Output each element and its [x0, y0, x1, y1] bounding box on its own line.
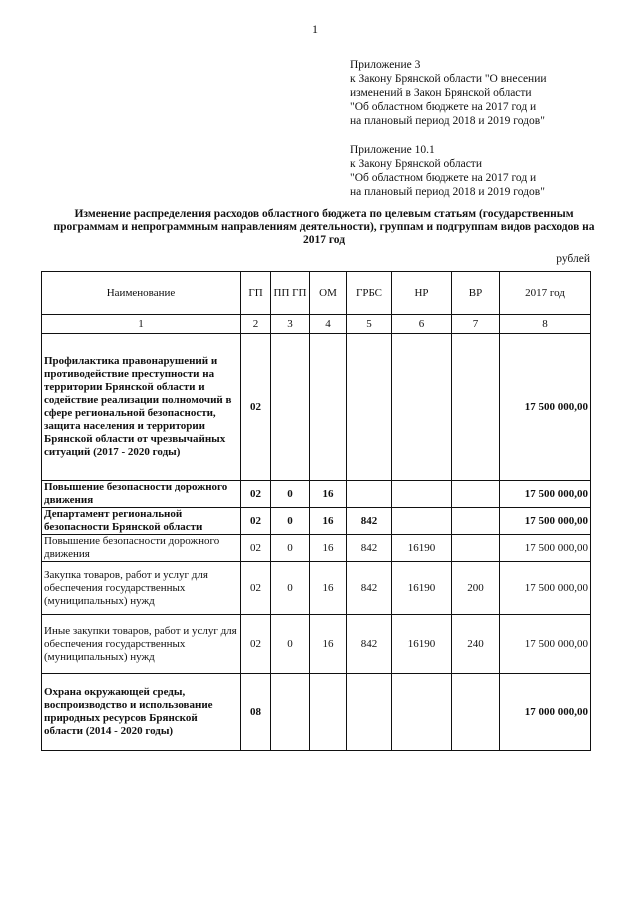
- row-om: 16: [310, 508, 347, 535]
- header-nr: НР: [392, 272, 452, 315]
- appendix-10-1-header: [350, 143, 545, 199]
- row-name: Иные закупки товаров, работ и услуг для обеспечения государственных (муниципальных) нужд: [42, 615, 241, 674]
- header-name: Наименование: [42, 272, 241, 315]
- row-grbs: 842: [347, 615, 392, 674]
- row-amount: 17 000 000,00: [500, 674, 591, 751]
- row-gp: 02: [241, 535, 271, 562]
- index-cell: 2: [241, 315, 271, 334]
- row-name: Закупка товаров, работ и услуг для обеспечения государственных (муниципальных) нужд: [42, 562, 241, 615]
- row-amount: 17 500 000,00: [500, 535, 591, 562]
- appendix-line: Приложение 3: [350, 59, 421, 71]
- row-om: 16: [310, 535, 347, 562]
- header-gp: ГП: [241, 272, 271, 315]
- index-cell: 1: [42, 315, 241, 334]
- appendix-line: изменений в Закон Брянской области: [350, 87, 532, 99]
- row-nr: [392, 481, 452, 508]
- row-gp: 02: [241, 615, 271, 674]
- document-title: Изменение распределения расходов областного бюджета по целевым статьям (государственным программам и непрограммным направлениям деятельности), группам и подгруппам видов расходов на 2017 год: [53, 208, 595, 246]
- row-ppgp: 0: [271, 562, 310, 615]
- row-grbs: [347, 674, 392, 751]
- table-row: [42, 508, 591, 535]
- row-name: Департамент региональной безопасности Брянской области: [42, 508, 241, 535]
- row-gp: 02: [241, 334, 271, 481]
- row-vr: [452, 674, 500, 751]
- row-grbs: [347, 481, 392, 508]
- table-row: [42, 334, 591, 481]
- appendix-line: "Об областном бюджете на 2017 год и: [350, 101, 537, 113]
- currency-unit: рублей: [556, 253, 590, 265]
- row-amount: 17 500 000,00: [500, 481, 591, 508]
- table-row: [42, 481, 591, 508]
- appendix-line: Приложение 10.1: [350, 144, 435, 156]
- row-ppgp: 0: [271, 535, 310, 562]
- row-om: 16: [310, 615, 347, 674]
- row-grbs: 842: [347, 508, 392, 535]
- row-name: Повышение безопасности дорожного движения: [42, 481, 241, 508]
- row-name: Охрана окружающей среды, воспроизводство и использование природных ресурсов Брянской области (2014 - 2020 годы): [42, 674, 241, 751]
- row-vr: 240: [452, 615, 500, 674]
- row-nr: 16190: [392, 535, 452, 562]
- appendix-3-header: [350, 58, 547, 128]
- row-gp: 02: [241, 562, 271, 615]
- budget-table: [41, 271, 591, 751]
- row-om: 16: [310, 481, 347, 508]
- appendix-line: к Закону Брянской области "О внесении: [350, 73, 547, 85]
- row-nr: [392, 334, 452, 481]
- row-gp: 02: [241, 508, 271, 535]
- index-cell: 4: [310, 315, 347, 334]
- row-amount: 17 500 000,00: [500, 334, 591, 481]
- row-nr: [392, 674, 452, 751]
- header-amount: 2017 год: [500, 272, 591, 315]
- row-vr: [452, 481, 500, 508]
- row-vr: 200: [452, 562, 500, 615]
- index-cell: 7: [452, 315, 500, 334]
- index-cell: 3: [271, 315, 310, 334]
- index-cell: 6: [392, 315, 452, 334]
- row-grbs: [347, 334, 392, 481]
- row-ppgp: [271, 674, 310, 751]
- row-ppgp: 0: [271, 615, 310, 674]
- row-ppgp: [271, 334, 310, 481]
- row-vr: [452, 334, 500, 481]
- table-row: [42, 562, 591, 615]
- header-vr: ВР: [452, 272, 500, 315]
- table-row: [42, 674, 591, 751]
- row-gp: 02: [241, 481, 271, 508]
- appendix-line: к Закону Брянской области: [350, 158, 482, 170]
- row-nr: 16190: [392, 562, 452, 615]
- row-vr: [452, 508, 500, 535]
- row-grbs: 842: [347, 562, 392, 615]
- header-grbs: ГРБС: [347, 272, 392, 315]
- row-vr: [452, 535, 500, 562]
- column-index-row: [42, 315, 591, 334]
- appendix-line: "Об областном бюджете на 2017 год и: [350, 172, 537, 184]
- row-om: [310, 334, 347, 481]
- row-amount: 17 500 000,00: [500, 508, 591, 535]
- header-om: ОМ: [310, 272, 347, 315]
- index-cell: 8: [500, 315, 591, 334]
- page-number: 1: [312, 22, 318, 36]
- row-nr: [392, 508, 452, 535]
- table-row: [42, 615, 591, 674]
- row-om: [310, 674, 347, 751]
- row-gp: 08: [241, 674, 271, 751]
- row-amount: 17 500 000,00: [500, 615, 591, 674]
- row-om: 16: [310, 562, 347, 615]
- header-ppgp: ПП ГП: [271, 272, 310, 315]
- row-name: Профилактика правонарушений и противодействие преступности на территории Брянской области и содействие реализации полномочий в сфере региональной безопасности, защита населения и территории Брянской области от чрезвычайных ситуаций (2017 - 2020 годы): [42, 334, 241, 481]
- row-ppgp: 0: [271, 508, 310, 535]
- table-header-row: [42, 272, 591, 315]
- row-nr: 16190: [392, 615, 452, 674]
- appendix-line: на плановый период 2018 и 2019 годов": [350, 186, 545, 198]
- appendix-line: на плановый период 2018 и 2019 годов": [350, 115, 545, 127]
- row-ppgp: 0: [271, 481, 310, 508]
- table-row: [42, 535, 591, 562]
- row-grbs: 842: [347, 535, 392, 562]
- index-cell: 5: [347, 315, 392, 334]
- row-name: Повышение безопасности дорожного движения: [42, 535, 241, 562]
- row-amount: 17 500 000,00: [500, 562, 591, 615]
